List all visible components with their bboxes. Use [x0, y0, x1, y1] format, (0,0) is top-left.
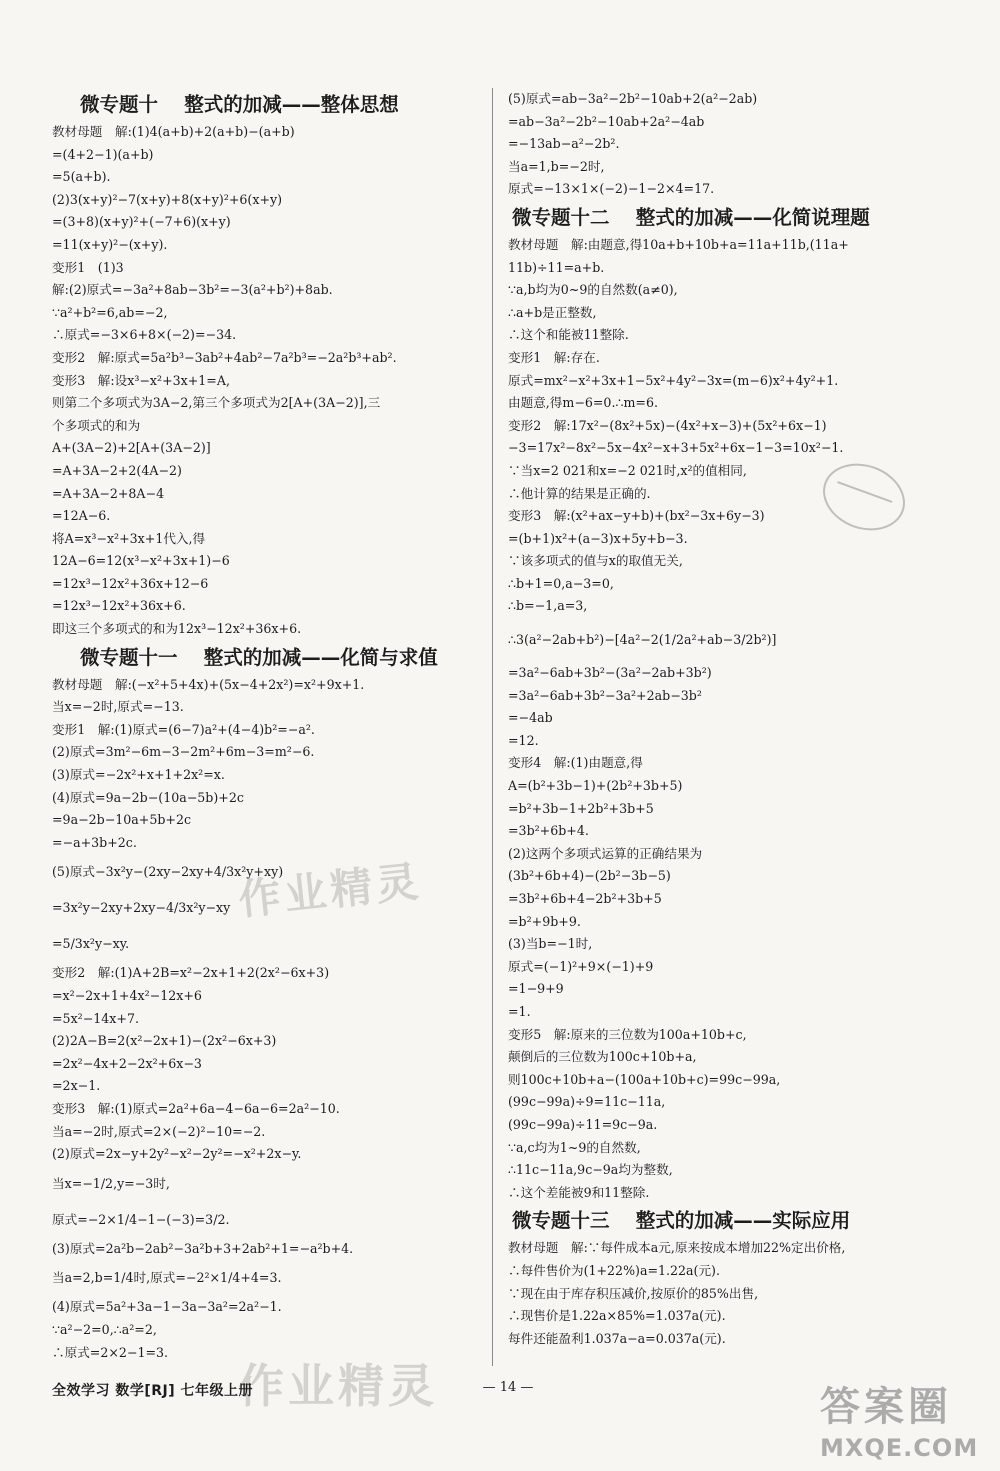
text-line: (3)当b=−1时,: [508, 936, 593, 952]
text-line: (3)原式=−2x²+x+1+2x²=x.: [52, 767, 225, 783]
text-line: 变形1 解:存在.: [508, 349, 600, 365]
text-line: =−a+3b+2c.: [52, 834, 137, 850]
section-heading-11: 微专题十一 整式的加减——化简与求值: [80, 645, 438, 669]
text-line: =A+3A−2+2(4A−2): [52, 462, 182, 478]
watermark-text: 作业精灵: [236, 856, 425, 925]
text-line: =3a²−6ab+3b²−(3a²−2ab+3b²): [508, 665, 712, 681]
left-column: [52, 88, 480, 1364]
text-line: 每件还能盈利1.037a−a=0.037a(元).: [508, 1330, 726, 1346]
text-line: 教材母题 解:(1)4(a+b)+2(a+b)−(a+b): [52, 124, 295, 139]
text-line: (99c−99a)÷11=9c−9a.: [508, 1116, 658, 1132]
site-logo-url: MXQE.COM: [820, 1434, 979, 1462]
text-line: =b²+3b−1+2b²+3b+5: [508, 800, 654, 816]
text-line: (2)3(x+y)²−7(x+y)+8(x+y)²+6(x+y): [52, 191, 283, 207]
watermark-text-footer: 作业精灵: [238, 1359, 438, 1413]
book-title-footer: 全效学习 数学[RJ] 七年级上册: [52, 1383, 254, 1399]
text-line: (2)这两个多项式运算的正确结果为: [508, 845, 703, 861]
section-11-body-c: [52, 962, 480, 1165]
text-line: (5)原式=ab−3a²−2b²−10ab+2(a²−2ab): [508, 91, 758, 106]
text-line: =(3+8)(x+y)²+(−7+6)(x+y): [52, 214, 231, 230]
text-line: ∴这个差能被9和11整除.: [508, 1184, 650, 1200]
section-13-body: [508, 1237, 948, 1350]
text-line: 当a=−2时,原式=2×(−2)²−10=−2.: [52, 1123, 266, 1139]
text-line: (2)2A−B=2(x²−2x+1)−(2x²−6x+3): [52, 1033, 277, 1049]
text-line: 教材母题 解:∵每件成本a元,原来按成本增加22%定出价格,: [508, 1240, 846, 1256]
text-line: 当x=−2时,原式=−13.: [52, 699, 184, 715]
text-line: =1−9+9: [508, 981, 564, 997]
text-line: 教材母题 解:(−x²+5+4x)+(5x−4+2x²)=x²+9x+1.: [52, 676, 365, 692]
text-line: (2)原式=3m²−6m−3−2m²+6m−3=m²−6.: [52, 744, 315, 760]
text-line: =12.: [508, 732, 539, 748]
section-12-body-c: [508, 662, 948, 1204]
text-line: =3x²y−2xy+2xy−4/3x²y−xy: [52, 900, 231, 916]
text-line: A=(b²+3b−1)+(2b²+3b+5): [508, 778, 683, 794]
text-line: 变形1 解:(1)原式=(6−7)a²+(4−4)b²=−a².: [52, 721, 315, 737]
section-11-body-a: [52, 674, 480, 855]
text-line: (5)原式−3x²y−(2xy−2xy+4/3x²y+xy): [52, 864, 284, 880]
text-line: ∵a,b均为0~9的自然数(a≠0),: [508, 282, 678, 298]
right-column: [508, 88, 948, 1350]
section-12-body-b: [508, 618, 948, 662]
text-line: =3b²+6b+4−2b²+3b+5: [508, 891, 662, 906]
text-line: (3b²+6b+4)−(2b²−3b−5): [508, 868, 671, 884]
text-line: ∴这个和能被11整除.: [508, 327, 629, 343]
text-line: ∴11c−11a,9c−9a均为整数,: [508, 1162, 673, 1178]
text-line: 颠倒后的三位数为100c+10b+a,: [508, 1049, 697, 1065]
text-line: 变形2 解:17x²−(8x²+5x)−(4x²+x−3)+(5x²+6x−1): [508, 417, 827, 433]
text-line: 即这三个多项式的和为12x³−12x²+36x+6.: [52, 621, 302, 637]
section-heading-12: 微专题十二 整式的加减——化简说理题: [512, 205, 870, 229]
text-line: 则第二个多项式为3A−2,第三个多项式为2[A+(3A−2)],三: [52, 395, 381, 411]
text-line: 原式=mx²−x²+3x+1−5x²+4y²−3x=(m−6)x²+4y²+1.: [508, 372, 839, 388]
text-line: ∴b+1=0,a−3=0,: [508, 575, 614, 591]
text-line: ∴b=−1,a=3,: [508, 598, 588, 614]
text-line: 原式=−2×1/4−1−(−3)=3/2.: [52, 1211, 230, 1227]
text-line: =2x−1.: [52, 1078, 101, 1094]
text-line: =3a²−6ab+3b²−3a²+2ab−3b²: [508, 687, 702, 703]
text-line: 原式=(−1)²+9×(−1)+9: [508, 958, 654, 974]
text-line: 变形1 (1)3: [52, 259, 124, 275]
text-line: 变形3 解:(1)原式=2a²+6a−4−6a−6=2a²−10.: [52, 1100, 340, 1116]
text-line: 解:(2)原式=−3a²+8ab−3b²=−3(a²+b²)+8ab.: [52, 282, 333, 298]
text-line: =5/3x²y−xy.: [52, 936, 130, 952]
text-line: (2)原式=2x−y+2y²−x²−2y²=−x²+2x−y.: [52, 1146, 302, 1162]
text-line: 变形2 解:原式=5a²b³−3ab²+4ab²−7a²b³=−2a²b³+ab².: [52, 349, 397, 365]
text-line: 教材母题 解:由题意,得10a+b+10b+a=11a+11b,(11a+: [508, 236, 849, 252]
text-line: =11(x+y)²−(x+y).: [52, 236, 168, 252]
text-line: ∴3(a²−2ab+b²)−[4a²−2(1/2a²+ab−3/2b²)]: [508, 632, 777, 648]
text-line: =(b+1)x²+(a−3)x+5y+b−3.: [508, 530, 688, 546]
text-line: ∴原式=−3×6+8×(−2)=−34.: [52, 327, 237, 343]
text-line: 将A=x³−x²+3x+1代入,得: [52, 530, 206, 546]
site-logo-watermark: [820, 1375, 980, 1460]
section-heading-13: 微专题十三 整式的加减——实际应用: [512, 1209, 851, 1233]
text-line: =(4+2−1)(a+b): [52, 146, 154, 162]
site-logo-title: 答案圈: [820, 1384, 952, 1430]
text-line: ∵a,c均为1~9的自然数,: [508, 1139, 641, 1155]
text-line: ∴a+b是正整数,: [508, 304, 597, 320]
text-line: 变形2 解:(1)A+2B=x²−2x+1+2(2x²−6x+3): [52, 965, 330, 981]
text-line: 当x=−1/2,y=−3时,: [52, 1175, 170, 1191]
section-11-body-e: [52, 1238, 480, 1261]
text-line: ∴他计算的结果是正确的.: [508, 485, 651, 501]
text-line: ∴原式=2×2−1=3.: [52, 1344, 169, 1360]
text-line: (99c−99a)÷9=11c−11a,: [508, 1094, 666, 1110]
text-line: =ab−3a²−2b²−10ab+2a²−4ab: [508, 113, 705, 129]
section-11-body-d: [52, 1166, 480, 1238]
text-line: 当a=2,b=1/4时,原式=−2²×1/4+4=3.: [52, 1270, 282, 1286]
text-line: ∵现在由于库存积压减价,按原价的85%出售,: [508, 1285, 759, 1301]
column-divider: [492, 88, 493, 1366]
text-line: ∵该多项式的值与x的取值无关,: [508, 553, 683, 569]
text-line: (4)原式=9a−2b−(10a−5b)+2c: [52, 789, 244, 805]
text-line: (3)原式=2a²b−2ab²−3a²b+3+2ab²+1=−a²b+4.: [52, 1240, 354, 1256]
section-10-body: [52, 121, 480, 641]
text-line: A+(3A−2)+2[A+(3A−2)]: [52, 440, 211, 456]
text-line: 当a=1,b=−2时,: [508, 158, 605, 174]
text-line: =12x³−12x²+36x+6.: [52, 598, 186, 614]
text-line: =−4ab: [508, 710, 553, 726]
text-line: =1.: [508, 1003, 531, 1019]
text-line: −3=17x²−8x²−5x−4x²−x+3+5x²+6x−1−3=10x²−1.: [508, 440, 844, 456]
text-line: ∵当x=2 021和x=−2 021时,x²的值相同,: [508, 462, 747, 478]
text-line: =12x³−12x²+36x+12−6: [52, 575, 209, 591]
page-number: — 14 —: [482, 1380, 534, 1395]
text-line: 原式=−13×1×(−2)−1−2×4=17.: [508, 181, 715, 197]
text-line: 12A−6=12(x³−x²+3x+1)−6: [52, 553, 230, 569]
text-line: =A+3A−2+8A−4: [52, 485, 165, 501]
section-11-continued: [508, 88, 948, 201]
text-line: 则100c+10b+a−(100a+10b+c)=99c−99a,: [508, 1071, 781, 1087]
text-line: ∴每件售价为(1+22%)a=1.22a(元).: [508, 1262, 720, 1278]
text-line: =5x²−14x+7.: [52, 1010, 139, 1026]
section-12-body-a: [508, 234, 948, 618]
text-line: ∴现售价是1.22a×85%=1.037a(元).: [508, 1308, 726, 1324]
text-line: =−13ab−a²−2b².: [508, 136, 620, 152]
text-line: 个多项式的和为: [52, 417, 141, 433]
text-line: 变形3 解:(x²+ax−y+b)+(bx²−3x+6y−3): [508, 508, 765, 524]
text-line: =x²−2x+1+4x²−12x+6: [52, 988, 202, 1003]
text-line: 由题意,得m−6=0.∴m=6.: [508, 395, 658, 411]
text-line: =9a−2b−10a+5b+2c: [52, 812, 192, 828]
text-line: 变形4 解:(1)由题意,得: [508, 755, 643, 771]
text-line: ∵a²+b²=6,ab=−2,: [52, 304, 168, 320]
text-line: (4)原式=5a²+3a−1−3a−3a²=2a²−1.: [52, 1299, 282, 1315]
section-11-body-f: [52, 1260, 480, 1296]
text-line: ∵a²−2=0,∴a²=2,: [52, 1321, 157, 1337]
section-heading-10: 微专题十 整式的加减——整体思想: [80, 93, 399, 116]
text-line: 变形3 解:设x³−x²+3x+1=A,: [52, 372, 230, 388]
text-line: =2x²−4x+2−2x²+6x−3: [52, 1055, 202, 1071]
text-line: =12A−6.: [52, 508, 111, 524]
text-line: =5(a+b).: [52, 169, 111, 185]
text-line: =3b²+6b+4.: [508, 823, 589, 839]
text-line: 11b)÷11=a+b.: [508, 259, 605, 275]
text-line: =b²+9b+9.: [508, 913, 581, 929]
text-line: 变形5 解:原来的三位数为100a+10b+c,: [508, 1026, 747, 1042]
